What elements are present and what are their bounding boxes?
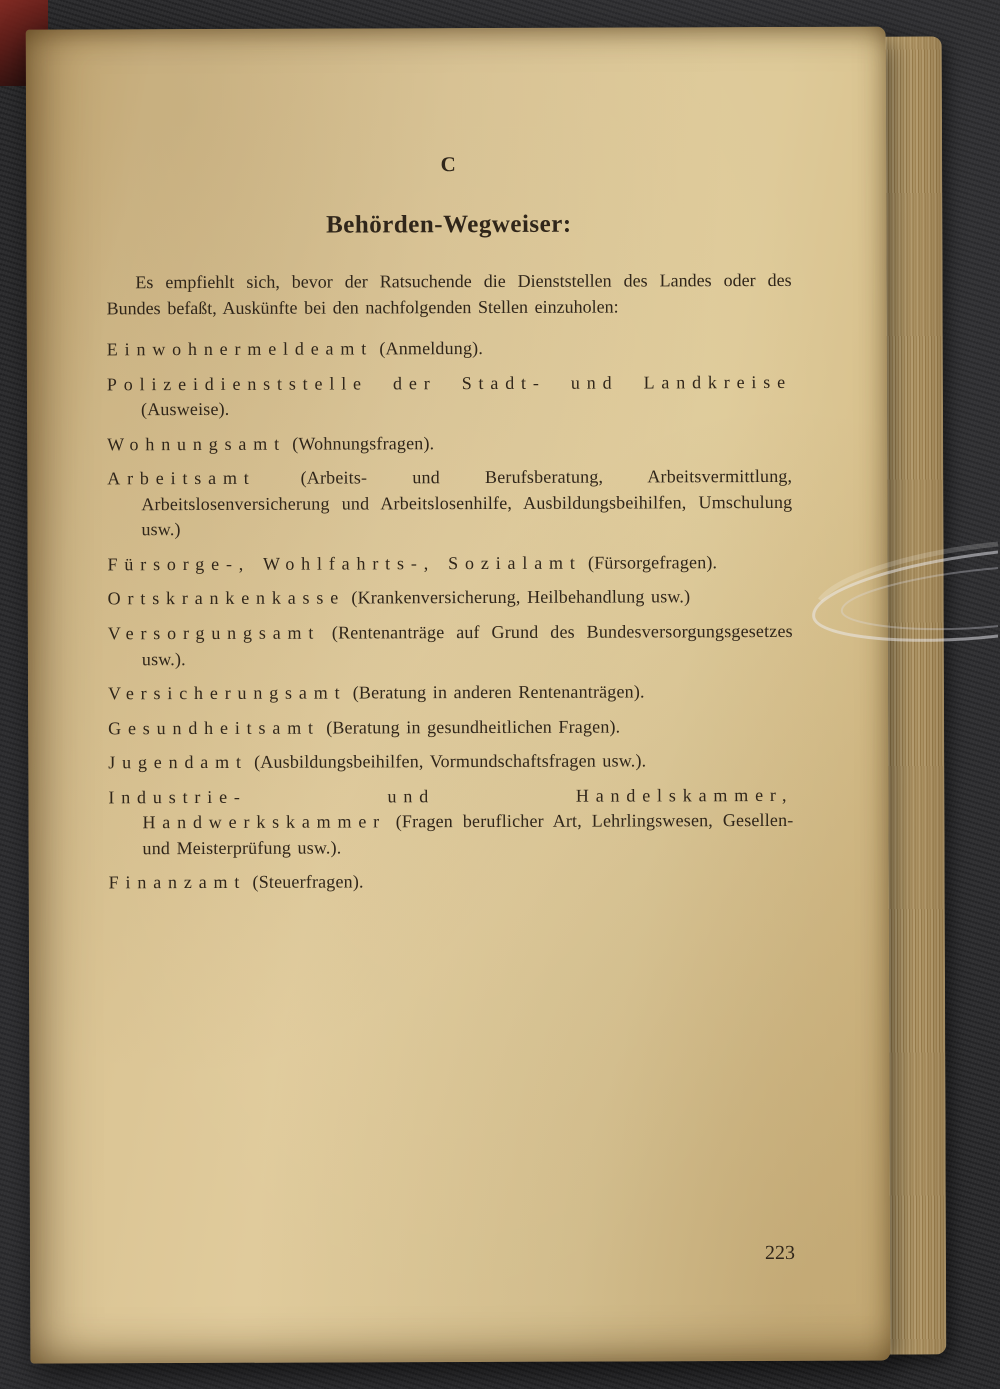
entry-keyword: Wohnungsamt (107, 433, 286, 455)
entry-detail: (Rentenanträge auf Grund des Bundesversorgungsgesetzes usw.). (141, 620, 793, 669)
directory-entry (107, 550, 792, 578)
page-title: Behörden-Wegweiser: (326, 210, 572, 239)
book (26, 22, 947, 1367)
entry-detail: (Ausbildungsbeihilfen, Vormundschaftsfragen usw.). (254, 750, 647, 773)
entry-detail: (Fragen beruflicher Art, Lehrlingswesen, Gesellen- und Meisterprüfung usw.). (142, 810, 794, 859)
entry-keyword: Jugendamt (108, 752, 248, 773)
entry-keyword: Industrie- und Handelskammer, Handwerkskammer (108, 784, 794, 833)
entry-keyword: Fürsorge-, Wohlfahrts-, Sozialamt (107, 552, 582, 575)
section-letter: C (440, 152, 457, 177)
intro-paragraph: Es empfiehlt sich, bevor der Ratsuchende die Dienststellen des Landes oder des Bundes befaßt, Auskünfte bei den nachfolgenden Stellen einzuholen: (106, 269, 792, 318)
directory-entry (108, 714, 793, 742)
directory-entry (109, 868, 794, 896)
directory-entry (108, 783, 793, 862)
directory-entry (107, 370, 792, 423)
entry-detail: (Krankenversicherung, Heilbehandlung usw.) (351, 586, 691, 608)
directory-entry (108, 584, 793, 612)
entry-detail: (Steuerfragen). (252, 871, 364, 893)
entry-detail: (Arbeits- und Berufsberatung, Arbeitsvermittlung, Arbeitslosenversicherung und Arbeitslosenhilfe, Ausbildungsbeihilfen, Umschulung usw.) (141, 466, 793, 540)
entry-keyword: Polizeidienststelle der Stadt- und Landkreise (106, 371, 792, 394)
book-page (26, 27, 891, 1364)
entry-keyword: Arbeitsamt (107, 468, 256, 489)
entry-detail: (Fürsorgefragen). (587, 552, 718, 573)
entry-keyword: Gesundheitsamt (108, 717, 320, 738)
directory-entry (107, 430, 792, 458)
directory-entry (108, 748, 793, 776)
directory-list (107, 335, 794, 896)
entry-keyword: Finanzamt (108, 872, 247, 893)
directory-entry (107, 464, 792, 543)
entry-detail: (Beratung in anderen Rentenanträgen). (352, 681, 645, 703)
entry-detail: (Anmeldung). (379, 338, 484, 359)
entry-detail: (Ausweise). (140, 399, 230, 420)
directory-entry (107, 335, 792, 363)
entry-keyword: Versorgungsamt (107, 622, 321, 644)
entry-keyword: Einwohnermeldeamt (106, 338, 374, 360)
entry-detail: (Wohnungsfragen). (292, 432, 435, 454)
entry-detail: (Beratung in gesundheitlichen Fragen). (326, 716, 621, 738)
entry-keyword: Ortskrankenkasse (107, 587, 346, 609)
page-number: 223 (764, 1241, 795, 1265)
directory-entry (108, 679, 793, 707)
directory-entry (108, 619, 793, 672)
page-stack-edges (880, 36, 947, 1354)
entry-keyword: Versicherungsamt (107, 682, 347, 704)
page-text-block (26, 27, 891, 1364)
